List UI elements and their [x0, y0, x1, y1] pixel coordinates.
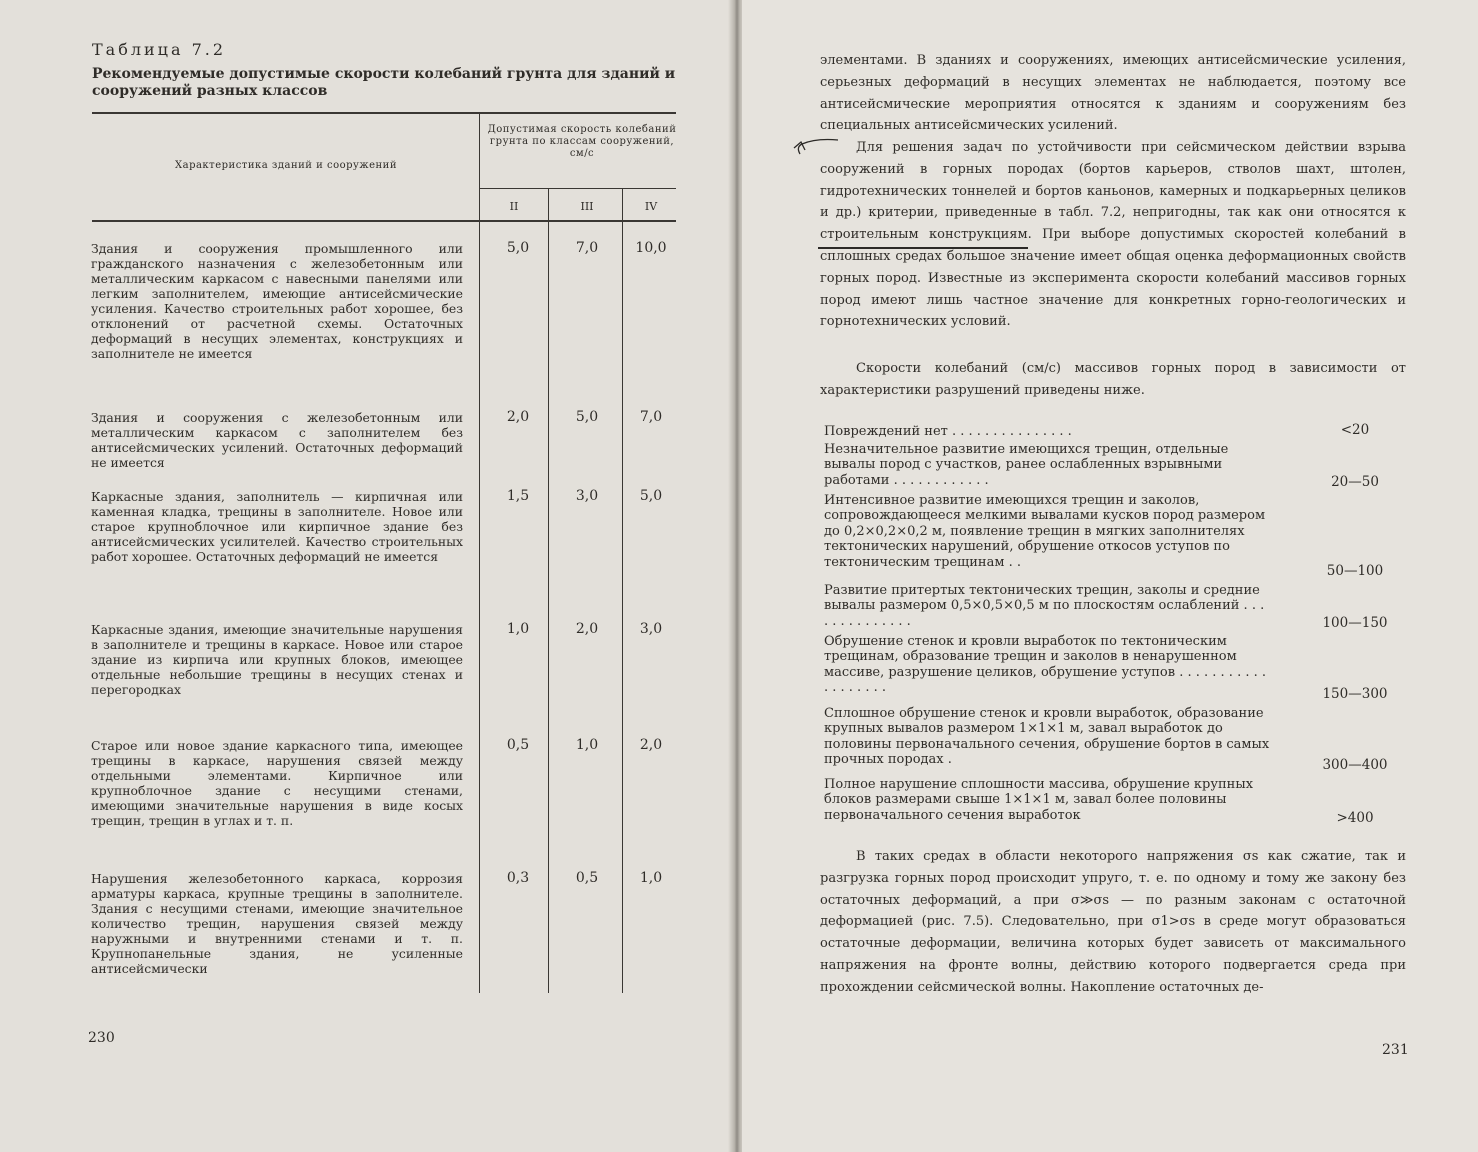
- table-row-text: Нарушения железобетонного каркаса, коррозия арматуры каркаса, крупные трещины в заполнителе. Здания с несущими стенами, имеющие значительное количество трещин, нарушения связей между наружными и внутренними стенами и т. п. Крупнопанельные здания, не усиленные антисейсмически: [91, 871, 463, 976]
- table-cell-value: 0,5: [506, 737, 530, 753]
- table-cell-value: 3,0: [639, 621, 663, 637]
- table-cell-value: 1,0: [639, 870, 663, 886]
- table-cell-value: 2,0: [506, 409, 530, 425]
- header-bottom-rule: [92, 220, 676, 222]
- damage-list-item: Полное нарушение сплошности массива, обрушение крупных блоков размерами свыше 1×1×1 м, завал более половины первоначального сечения выработок: [824, 777, 1254, 823]
- paragraph-1: элементами. В зданиях и сооружениях, имеющих антисейсмические усиления, серьезных деформаций в несущих элементах не наблюдается, поэтому все антисейсмические мероприятия относятся к зданиям и сооружениям без специальных антисейсмических усилений.: [820, 53, 1406, 134]
- table-cell-value: 2,0: [575, 621, 599, 637]
- damage-speed-value: 300—400: [1322, 757, 1388, 773]
- table-cell-value: 7,0: [575, 240, 599, 256]
- margin-pen-mark: [792, 134, 842, 160]
- paragraph-3: Скорости колебаний (см/с) массивов горных пород в зависимости от характеристики разрушений приведены ниже.: [820, 361, 1406, 398]
- table-row-text: Каркасные здания, заполнитель — кирпичная или каменная кладка, трещины в заполнителе. Новое или старое крупноблочное или кирпичное здание без антисейсмических усилителей. Качество строительных работ хорошее. Остаточных деформаций не имеется: [91, 489, 463, 564]
- column-header-characteristic: Характеристика зданий и сооружений: [174, 160, 398, 171]
- damage-speed-value: 150—300: [1322, 686, 1388, 702]
- table-row-text: Здания и сооружения промышленного или гражданского назначения с железобетонным или металлическим каркасом с навесными панелями или легким заполнителем, имеющие антисейсмические усиления. Качество строительных работ хорошее, без отклонений от расчетной схемы. Остаточных деформаций в несущих элементах, конструкциях и заполнителе не имеется: [91, 241, 463, 361]
- table-title: Рекомендуемые допустимые скорости колебаний грунта для зданий и сооружений разных классов: [92, 66, 676, 99]
- damage-speed-value: <20: [1340, 422, 1370, 438]
- table-cell-value: 5,0: [639, 488, 663, 504]
- table-cell-value: 2,0: [639, 737, 663, 753]
- table-cell-value: 1,0: [506, 621, 530, 637]
- damage-list-item: Повреждений нет . . . . . . . . . . . . . . .: [824, 424, 1072, 439]
- table-col-divider-2: [548, 189, 549, 993]
- table-top-rule: [92, 112, 676, 114]
- table-cell-value: 1,0: [575, 737, 599, 753]
- table-row-text: Каркасные здания, имеющие значительные нарушения в заполнителе и трещины в каркасе. Новое или старое здание из кирпича или крупных блоков, имеющее отдельные небольшие трещины в несущих стенах и перегородках: [91, 622, 463, 697]
- damage-speed-value: 20—50: [1331, 474, 1379, 490]
- table-col-divider-1: [479, 113, 480, 993]
- column-header-speed: Допустимая скорость колебаний грунта по классам сооружений, см/с: [487, 124, 677, 159]
- paragraph-4: В таких средах в области некоторого напряжения σs как сжатие, так и разгрузка горных пород происходит упруго, т. е. по одному и тому же закону без остаточных деформаций, а при σ≫σs — по разным законам с остаточной деформацией (рис. 7.5). Следовательно, при σ1>σs в среде могут образоваться остаточные деформации, величина которых будет зависеть от максимального напряжения на фронте волны, действию которого подвергается среда при прохождении сейсмической волны. Накопление остаточных де-: [820, 849, 1406, 995]
- page-number-right: 231: [1382, 1042, 1409, 1058]
- damage-speed-value: 100—150: [1322, 615, 1388, 631]
- class-header-iii: III: [580, 200, 594, 213]
- table-cell-value: 0,5: [575, 870, 599, 886]
- table-row-text: Здания и сооружения с железобетонным или металлическим каркасом с заполнителем без антисейсмических усилений. Остаточных деформаций не имеется: [91, 410, 463, 470]
- damage-list-item: Интенсивное развитие имеющихся трещин и заколов, сопровождающееся мелкими вывалами кусков пород размером до 0,2×0,2×0,2 м, появление трещин в мягких заполнителях тектонических нарушений, обрушение откосов уступов по тектоническим трещинам . .: [824, 493, 1266, 570]
- table-cell-value: 5,0: [575, 409, 599, 425]
- table-cell-value: 7,0: [639, 409, 663, 425]
- table-cell-value: 10,0: [635, 240, 667, 256]
- pen-underline: [818, 247, 1028, 249]
- damage-list-item: Незначительное развитие имеющихся трещин, отдельные вывалы пород с участков, ранее ослабленных взрывными работами . . . . . . . . . . . .: [824, 442, 1229, 488]
- paragraph-2: Для решения задач по устойчивости при сейсмическом действии взрыва сооружений в горных породах (бортов карьеров, стволов шахт, штолен, гидротехнических тоннелей и бортов каньонов, камерных и подкарьерных целиков и др.) критерии, приведенные в табл. 7.2, непригодны, так как они относятся к строительным конструкциям. При выборе допустимых скоростей колебаний в сплошных средах большое значение имеет общая оценка деформационных свойств горных пород. Известные из эксперимента скорости колебаний массивов горных пород имеют лишь частное значение для конкретных горно-геологических и горнотехнических условий.: [820, 140, 1406, 330]
- table-label: Таблица 7.2: [92, 40, 227, 59]
- page-number-left: 230: [88, 1030, 115, 1046]
- damage-list-item: Развитие притертых тектонических трещин, заколы и средние вывалы размером 0,5×0,5×0,5 м по плоскостям ослаблений . . . . . . . . . . . . . .: [824, 583, 1265, 629]
- table-cell-value: 5,0: [506, 240, 530, 256]
- left-page: [0, 0, 734, 1152]
- table-cell-value: 3,0: [575, 488, 599, 504]
- table-row-text: Старое или новое здание каркасного типа, имеющее трещины в каркасе, нарушения связей между отдельными элементами. Кирпичное или крупноблочное здание с несущими стенами, имеющими значительные нарушения в виде косых трещин, трещин в углах и т. п.: [91, 738, 463, 828]
- damage-speed-value: >400: [1336, 810, 1374, 826]
- damage-list-item: Сплошное обрушение стенок и кровли выработок, образование крупных вывалов размером 1×1×1 м, завал выработок до половины первоначального сечения, обрушение бортов в самых прочных породах .: [824, 706, 1270, 768]
- class-header-iv: IV: [644, 200, 658, 213]
- damage-list-item: Обрушение стенок и кровли выработок по тектоническим трещинам, образование трещин и заколов в ненарушенном массиве, разрушение целиков, обрушение уступов . . . . . . . . . . . . . . . . . . .: [824, 634, 1266, 696]
- damage-speed-value: 50—100: [1326, 563, 1384, 579]
- class-header-rule: [480, 188, 676, 189]
- table-cell-value: 0,3: [506, 870, 530, 886]
- class-header-ii: II: [509, 200, 519, 213]
- table-cell-value: 1,5: [506, 488, 530, 504]
